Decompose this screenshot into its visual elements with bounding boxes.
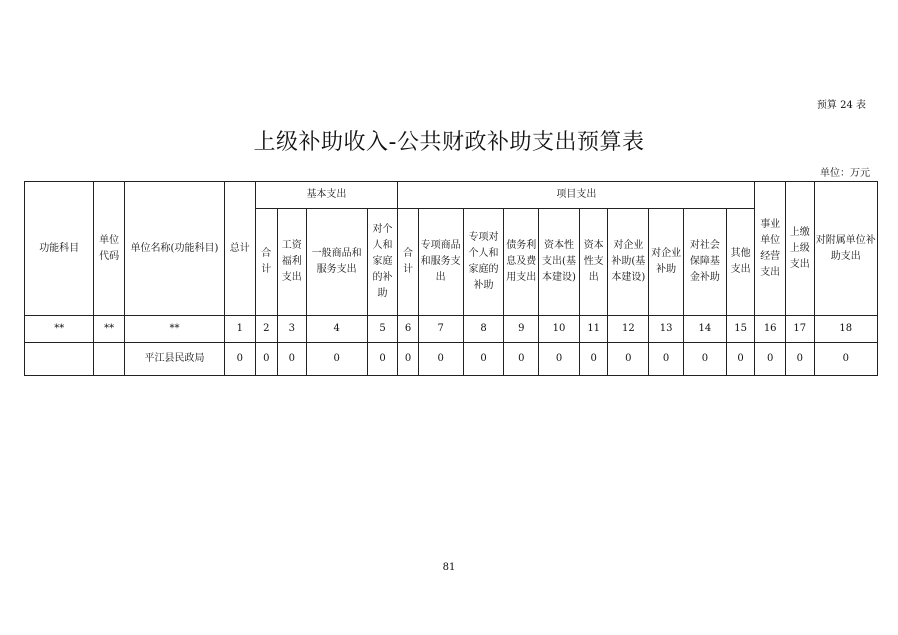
row-value: 0 xyxy=(463,343,504,376)
header-upper: 上缴上级支出 xyxy=(785,182,814,316)
row-function xyxy=(25,343,94,376)
header-project-col: 资本性支出 xyxy=(579,209,608,316)
header-project-col: 债务利息及费用支出 xyxy=(504,209,539,316)
index-cell: ** xyxy=(94,316,125,343)
index-cell: 14 xyxy=(683,316,726,343)
row-value: 0 xyxy=(306,343,367,376)
index-cell: ** xyxy=(124,316,224,343)
header-project-col: 资本性支出(基本建设) xyxy=(539,209,580,316)
row-value: 0 xyxy=(726,343,755,376)
header-affiliated: 对附属单位补助支出 xyxy=(814,182,877,316)
header-basic-col: 一般商品和服务支出 xyxy=(306,209,367,316)
header-project-col: 专项对个人和家庭的补助 xyxy=(463,209,504,316)
row-value: 0 xyxy=(504,343,539,376)
row-value: 0 xyxy=(255,343,277,376)
index-cell: 11 xyxy=(579,316,608,343)
header-basic-col: 对个人和家庭的补助 xyxy=(367,209,398,316)
index-cell: 8 xyxy=(463,316,504,343)
index-cell: 10 xyxy=(539,316,580,343)
row-unit-code xyxy=(94,343,125,376)
header-row-groups xyxy=(25,182,878,209)
header-project-col: 对社会保障基金补助 xyxy=(683,209,726,316)
index-cell: ** xyxy=(25,316,94,343)
index-cell: 17 xyxy=(785,316,814,343)
row-value: 0 xyxy=(649,343,684,376)
row-value: 0 xyxy=(785,343,814,376)
index-cell: 4 xyxy=(306,316,367,343)
header-operating: 事业单位经营支出 xyxy=(755,182,786,316)
index-cell: 18 xyxy=(814,316,877,343)
header-basic-col: 工资福利支出 xyxy=(277,209,306,316)
index-cell: 9 xyxy=(504,316,539,343)
header-unit-code: 单位代码 xyxy=(94,182,125,316)
header-project-col: 对企业补助 xyxy=(649,209,684,316)
header-unit-name: 单位名称(功能科目) xyxy=(124,182,224,316)
row-unit-name: 平江县民政局 xyxy=(124,343,224,376)
row-value: 0 xyxy=(224,343,255,376)
index-cell: 3 xyxy=(277,316,306,343)
row-value: 0 xyxy=(398,343,418,376)
index-cell: 15 xyxy=(726,316,755,343)
header-total: 总计 xyxy=(224,182,255,316)
row-value: 0 xyxy=(418,343,463,376)
index-cell: 1 xyxy=(224,316,255,343)
table-row xyxy=(25,343,878,376)
form-number: 预算 24 表 xyxy=(816,100,866,111)
header-project-col: 专项商品和服务支出 xyxy=(418,209,463,316)
header-basic-group: 基本支出 xyxy=(255,182,398,209)
row-value: 0 xyxy=(367,343,398,376)
budget-table xyxy=(24,181,878,376)
row-value: 0 xyxy=(579,343,608,376)
index-cell: 5 xyxy=(367,316,398,343)
row-value: 0 xyxy=(539,343,580,376)
index-cell: 7 xyxy=(418,316,463,343)
row-value: 0 xyxy=(608,343,649,376)
page-number: 81 xyxy=(442,562,456,573)
header-project-col: 合计 xyxy=(398,209,418,316)
page-title: 上级补助收入-公共财政补助支出预算表 xyxy=(253,130,645,155)
unit-label: 单位：万元 xyxy=(820,168,870,179)
index-row xyxy=(25,316,878,343)
header-project-group: 项目支出 xyxy=(398,182,755,209)
index-cell: 13 xyxy=(649,316,684,343)
index-cell: 6 xyxy=(398,316,418,343)
index-cell: 12 xyxy=(608,316,649,343)
header-project-col: 其他支出 xyxy=(726,209,755,316)
index-cell: 2 xyxy=(255,316,277,343)
row-value: 0 xyxy=(755,343,786,376)
header-project-col: 对企业补助(基本建设) xyxy=(608,209,649,316)
row-value: 0 xyxy=(277,343,306,376)
row-value: 0 xyxy=(814,343,877,376)
index-cell: 16 xyxy=(755,316,786,343)
row-value: 0 xyxy=(683,343,726,376)
header-basic-col: 合计 xyxy=(255,209,277,316)
header-function: 功能科目 xyxy=(25,182,94,316)
